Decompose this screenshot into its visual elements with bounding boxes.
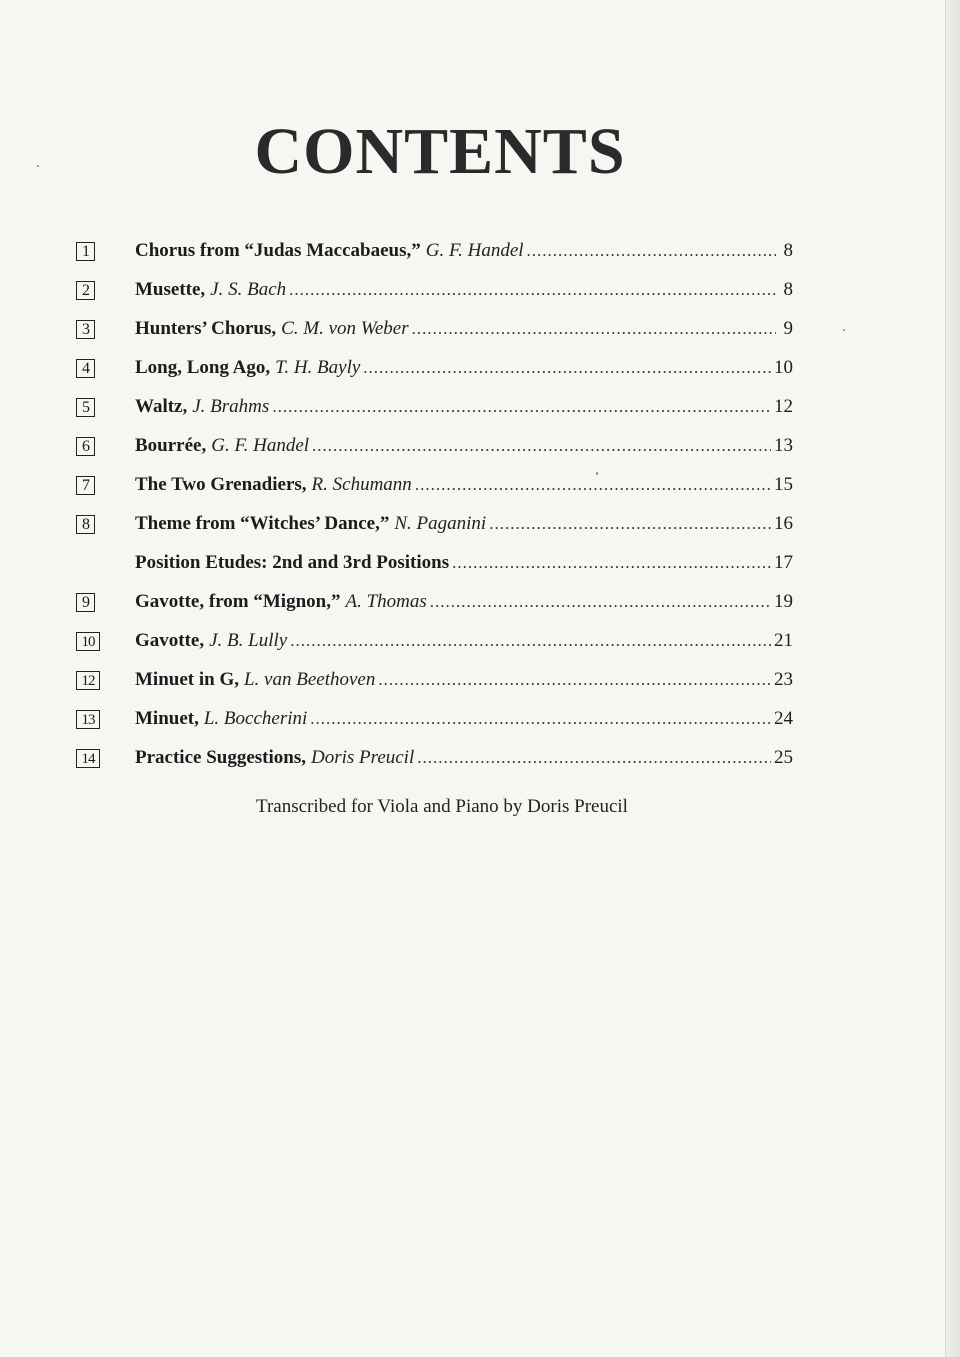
dot-leader	[452, 551, 771, 575]
page-number: 12	[774, 396, 793, 417]
dot-leader	[527, 239, 776, 263]
page-number: 25	[774, 747, 793, 768]
dot-leader	[415, 473, 771, 497]
dot-leader	[489, 512, 771, 536]
track-number-box: 4	[76, 359, 95, 378]
page-number: 9	[783, 318, 793, 339]
toc-row	[75, 700, 793, 739]
toc-row	[75, 466, 793, 505]
dot-leader	[310, 707, 771, 731]
toc-row	[75, 739, 793, 778]
track-number-box: 14	[76, 749, 100, 768]
toc-row	[75, 583, 793, 622]
composer-name: N. Paganini	[394, 513, 487, 534]
track-number-box: 10	[76, 632, 100, 651]
track-number-box: 9	[76, 593, 95, 612]
track-number-box: 6	[76, 437, 95, 456]
paper-speck	[596, 472, 598, 475]
composer-name: R. Schumann	[311, 474, 412, 495]
composer-name: J. S. Bach	[210, 279, 287, 300]
toc-row	[75, 310, 793, 349]
piece-title: Gavotte, from “Mignon,”	[135, 591, 341, 612]
dot-leader	[289, 278, 776, 302]
toc-entry	[135, 278, 793, 302]
page-number: 19	[774, 591, 793, 612]
toc-row	[75, 271, 793, 310]
dot-leader	[312, 434, 771, 458]
composer-name: G. F. Handel	[211, 435, 310, 456]
toc-row	[75, 388, 793, 427]
track-number-box: 1	[76, 242, 95, 261]
piece-title: Musette,	[135, 279, 206, 300]
toc-entry	[135, 551, 793, 575]
piece-title: Practice Suggestions,	[135, 747, 306, 768]
toc-entry	[135, 356, 793, 380]
piece-title: Bourrée,	[135, 435, 207, 456]
toc-entry	[135, 512, 793, 536]
track-number-box: 2	[76, 281, 95, 300]
composer-name: A. Thomas	[345, 591, 427, 612]
page-number: 21	[774, 630, 793, 651]
piece-title: The Two Grenadiers,	[135, 474, 307, 495]
piece-title: Chorus from “Judas Maccabaeus,”	[135, 240, 421, 261]
composer-name: L. van Beethoven	[243, 669, 376, 690]
page-number: 15	[774, 474, 793, 495]
piece-title: Theme from “Witches’ Dance,”	[135, 513, 390, 534]
piece-title: Minuet,	[135, 708, 199, 729]
toc-entry	[135, 317, 793, 341]
toc-entry	[135, 668, 793, 692]
piece-title: Minuet in G,	[135, 669, 239, 690]
toc-entry	[135, 395, 793, 419]
piece-title: Waltz,	[135, 396, 188, 417]
composer-name: Doris Preucil	[310, 747, 415, 768]
composer-name: T. H. Bayly	[275, 357, 361, 378]
toc-row	[75, 544, 793, 583]
dot-leader	[412, 317, 776, 341]
dot-leader	[272, 395, 771, 419]
dot-leader	[378, 668, 771, 692]
track-number-box: 7	[76, 476, 95, 495]
toc-row	[75, 232, 793, 271]
track-number-box: 12	[76, 671, 100, 690]
page-number: 23	[774, 669, 793, 690]
dot-leader	[430, 590, 771, 614]
page-title: CONTENTS	[254, 115, 626, 188]
toc-row	[75, 505, 793, 544]
page-number: 24	[774, 708, 793, 729]
track-number-box: 5	[76, 398, 95, 417]
composer-name: J. Brahms	[192, 396, 270, 417]
page-number: 16	[774, 513, 793, 534]
track-number-box: 13	[76, 710, 100, 729]
page-number: 8	[783, 240, 793, 261]
page-number: 10	[774, 357, 793, 378]
track-number-box: 8	[76, 515, 95, 534]
composer-name: C. M. von Weber	[281, 318, 409, 339]
toc-entry	[135, 473, 793, 497]
section-title: Position Etudes: 2nd and 3rd Positions	[135, 552, 450, 573]
toc-entry	[135, 434, 793, 458]
toc-row	[75, 661, 793, 700]
piece-title: Hunters’ Chorus,	[135, 318, 277, 339]
page-number: 13	[774, 435, 793, 456]
page-number: 8	[783, 279, 793, 300]
piece-title: Long, Long Ago,	[135, 357, 271, 378]
track-number-box: 3	[76, 320, 95, 339]
toc-row	[75, 349, 793, 388]
toc-entry	[135, 590, 793, 614]
toc-row	[75, 427, 793, 466]
composer-name: L. Boccherini	[203, 708, 308, 729]
toc-entry	[135, 239, 793, 263]
paper-speck	[37, 165, 39, 167]
toc-entry	[135, 707, 793, 731]
page-edge	[945, 0, 960, 1357]
dot-leader	[417, 746, 771, 770]
composer-name: G. F. Handel	[425, 240, 524, 261]
toc-row	[75, 622, 793, 661]
piece-title: Gavotte,	[135, 630, 205, 651]
table-of-contents	[75, 232, 793, 778]
toc-entry	[135, 746, 793, 770]
transcription-credit: Transcribed for Viola and Piano by Doris Preucil	[256, 796, 628, 817]
paper-speck	[843, 329, 845, 331]
composer-name: J. B. Lully	[209, 630, 288, 651]
page-number: 17	[774, 552, 793, 573]
toc-entry	[135, 629, 793, 653]
dot-leader	[290, 629, 771, 653]
dot-leader	[363, 356, 771, 380]
